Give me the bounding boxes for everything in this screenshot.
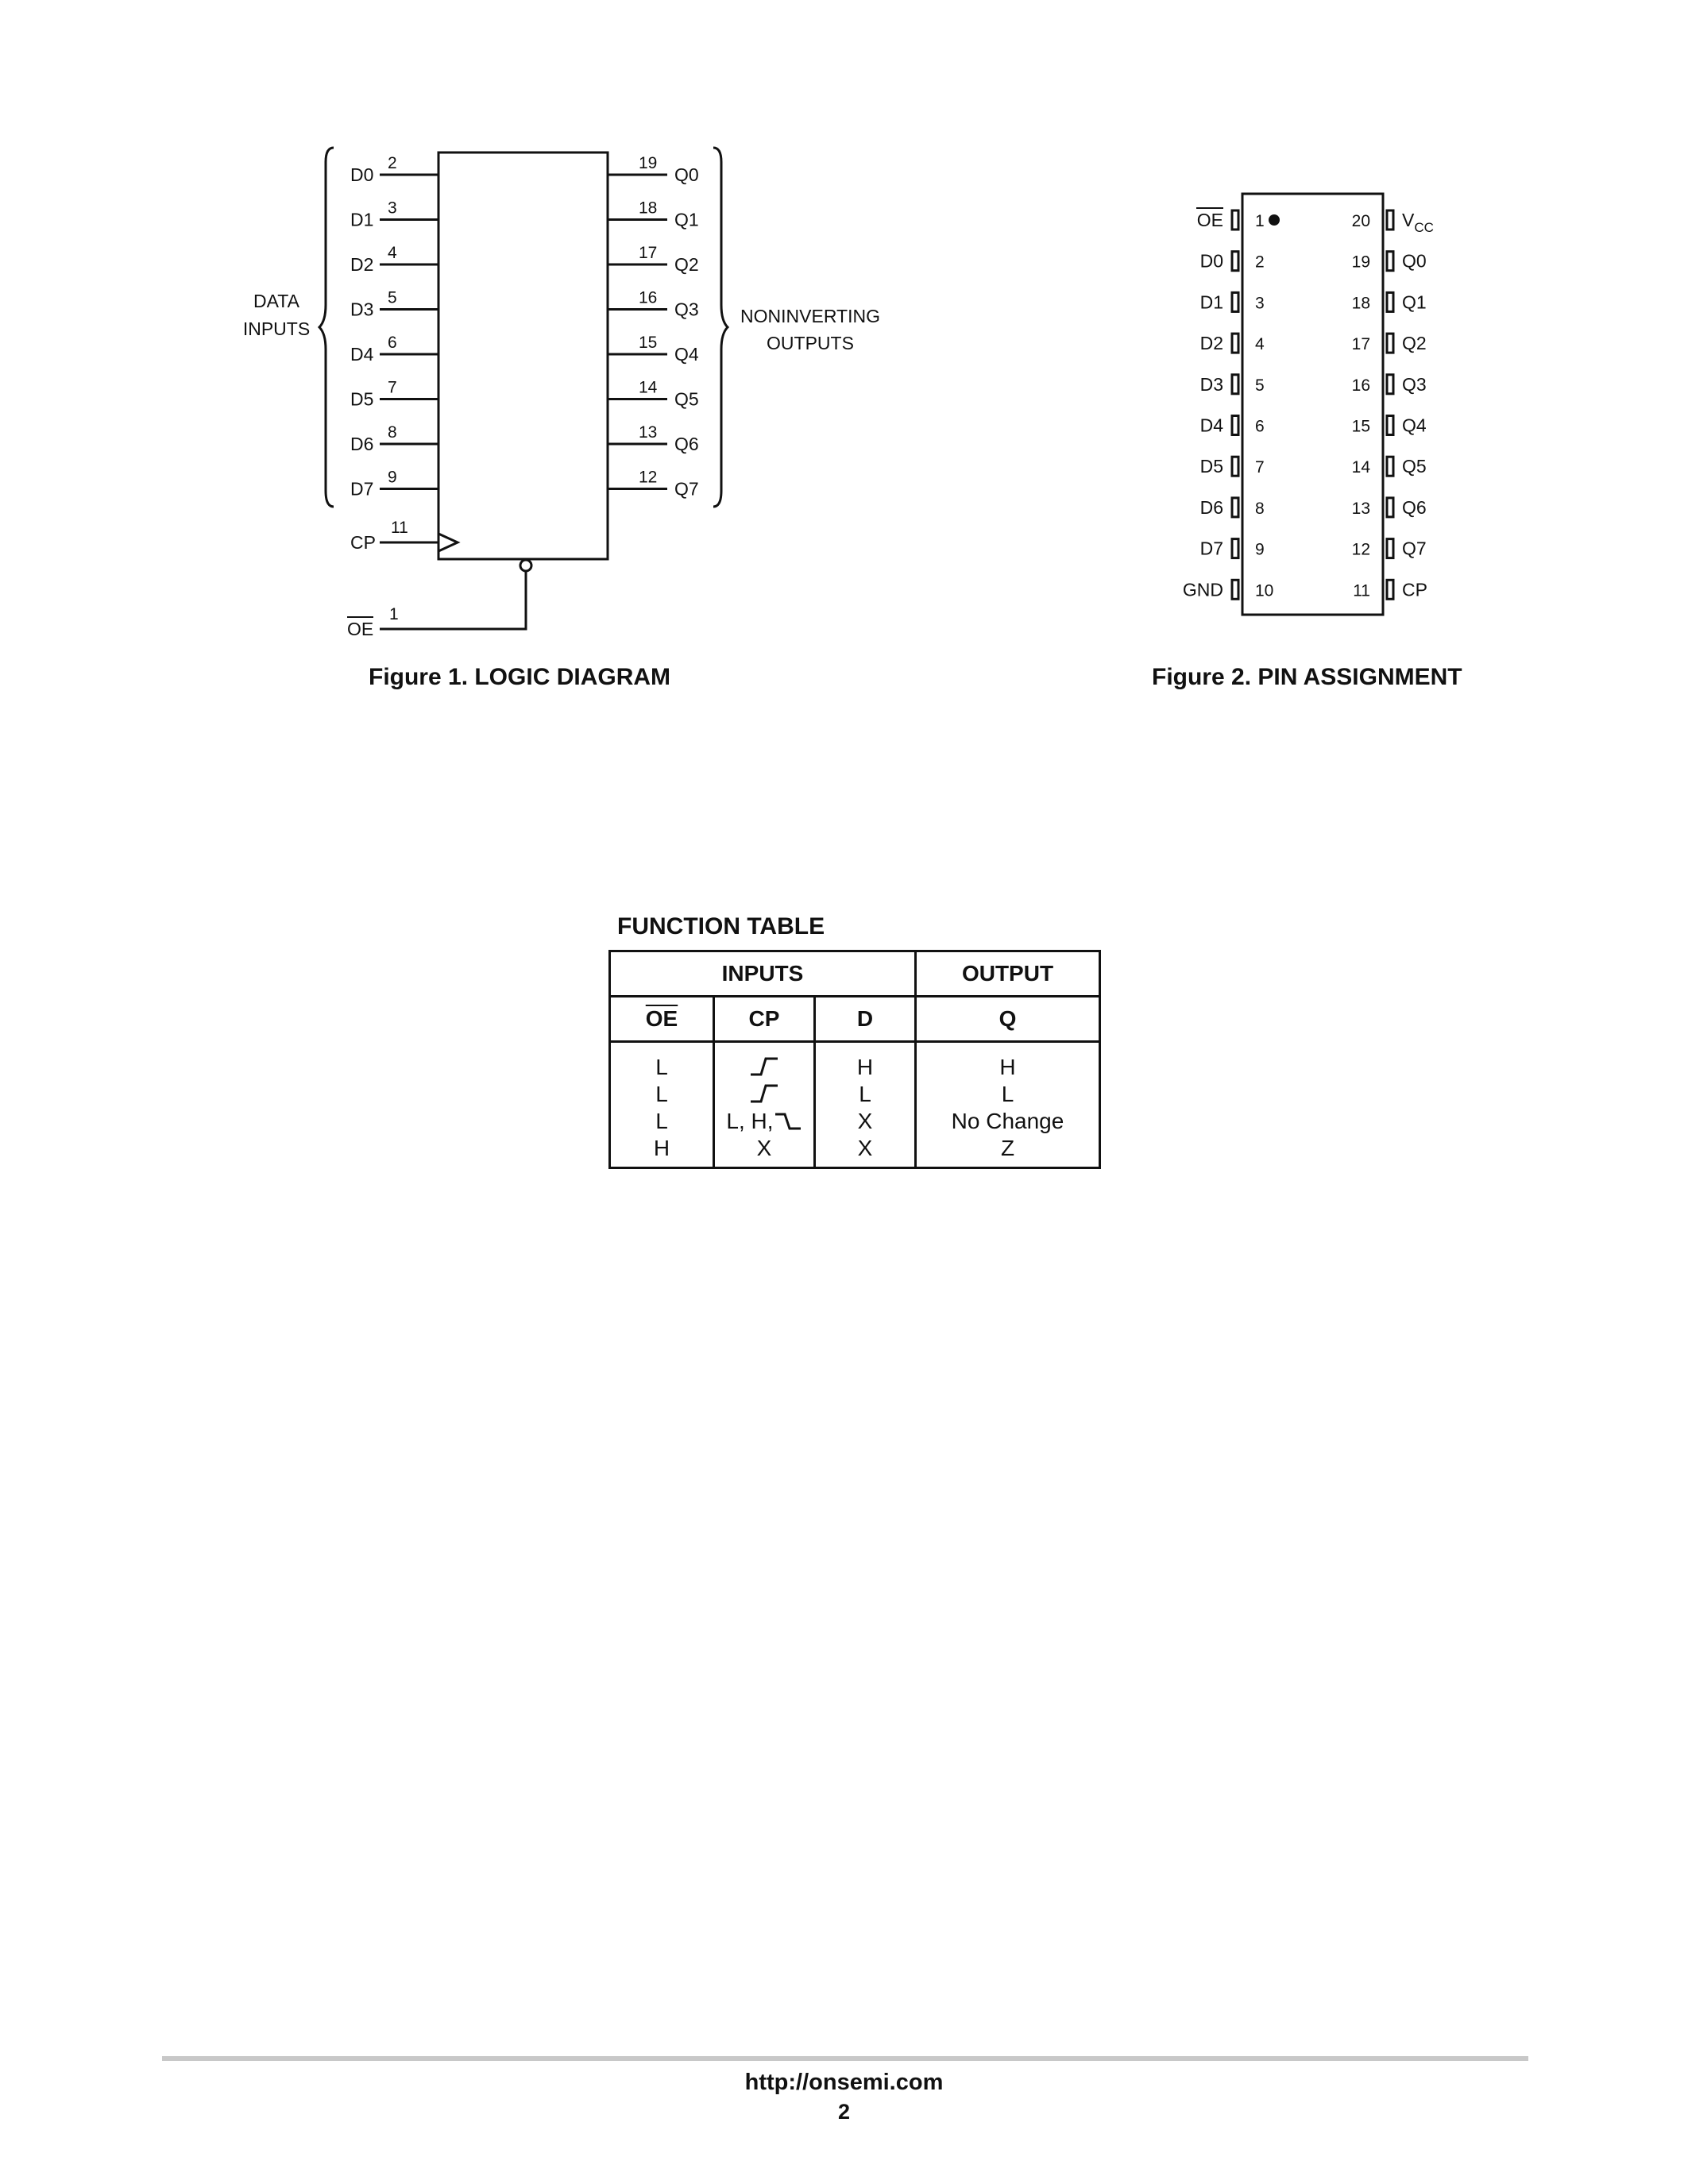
d-column: H L X X xyxy=(815,1042,916,1168)
cp-low-high-falling: L, H, xyxy=(715,1108,813,1135)
pin-number-left: 9 xyxy=(1255,540,1265,559)
oe-header: $\overline{OE}$ xyxy=(610,997,714,1042)
oe-column: L L L H xyxy=(610,1042,714,1168)
pin-label-left: D0 xyxy=(1199,250,1223,272)
input-label-d7: D7 xyxy=(350,478,374,500)
output-pin-q6: 13 xyxy=(639,423,658,442)
pin-number-right: 20 xyxy=(1351,212,1370,230)
output-label-q1: Q1 xyxy=(674,209,699,230)
footer-divider xyxy=(162,2056,1528,2061)
input-pin-d2: 4 xyxy=(388,244,397,262)
pin-label-right: Q6 xyxy=(1402,496,1427,518)
input-pin-d3: 5 xyxy=(388,288,397,307)
input-pin-d5: 7 xyxy=(388,378,397,397)
data-inputs-label: INPUTS xyxy=(242,318,311,339)
pin-label-right: Q4 xyxy=(1402,415,1427,436)
figure1-caption: Figure 1. LOGIC DIAGRAM xyxy=(369,664,671,690)
input-label-d2: D2 xyxy=(350,254,374,275)
pin-label-left: GND xyxy=(1182,579,1223,600)
input-label-d6: D6 xyxy=(350,434,374,454)
falling-edge-icon xyxy=(774,1109,802,1133)
output-pin-q5: 14 xyxy=(639,378,658,397)
pin-label-right: Q1 xyxy=(1402,291,1427,313)
input-pin-d1: 3 xyxy=(388,199,397,218)
oe-label: OE xyxy=(347,619,374,639)
input-pin-d7: 9 xyxy=(388,468,397,487)
output-label-q3: Q3 xyxy=(674,299,699,320)
pin-number-left: 7 xyxy=(1255,458,1265,477)
rising-edge-icon xyxy=(715,1081,813,1108)
pin-number-left: 2 xyxy=(1255,253,1265,272)
data-inputs-label: DATA xyxy=(253,291,299,311)
output-pin-q0: 19 xyxy=(639,154,658,172)
cp-header: CP xyxy=(714,997,815,1042)
pin-number-right: 11 xyxy=(1353,581,1370,600)
pin-label-right: Q7 xyxy=(1402,538,1427,559)
rising-edge-icon xyxy=(715,1054,813,1081)
input-pin-d0: 2 xyxy=(388,154,397,172)
output-label-q5: Q5 xyxy=(674,388,699,410)
pin-label-left: D6 xyxy=(1199,496,1223,518)
clock-label: CP xyxy=(350,532,376,553)
pin-number-right: 14 xyxy=(1351,458,1370,477)
input-label-d5: D5 xyxy=(350,388,374,410)
pin-number-left: 8 xyxy=(1255,499,1265,518)
input-pin-d6: 8 xyxy=(388,423,397,442)
d-header: D xyxy=(815,997,916,1042)
q-header: Q xyxy=(916,997,1100,1042)
pin-number-right: 16 xyxy=(1351,376,1370,395)
output-label-q2: Q2 xyxy=(674,254,699,275)
pin-number-left: 1 xyxy=(1255,212,1265,230)
output-group-header: OUTPUT xyxy=(916,951,1100,997)
input-label-d4: D4 xyxy=(350,344,374,365)
pin-label-left: D1 xyxy=(1199,291,1223,313)
pin-number-right: 15 xyxy=(1351,417,1370,436)
pin-number-left: 4 xyxy=(1255,335,1265,354)
input-pin-d4: 6 xyxy=(388,334,397,352)
page-number: 2 xyxy=(837,2100,851,2124)
output-pin-q3: 16 xyxy=(639,288,658,307)
oe-line xyxy=(380,571,526,629)
pin-label-left: D5 xyxy=(1199,456,1223,477)
input-label-d1: D1 xyxy=(350,209,374,230)
outputs-label: NONINVERTING xyxy=(740,306,880,326)
footer-url[interactable]: http://onsemi.com xyxy=(744,2070,944,2095)
function-table-title: FUNCTION TABLE xyxy=(617,913,825,940)
output-pin-q2: 17 xyxy=(639,244,658,262)
pin-label-left: D7 xyxy=(1199,538,1223,559)
pin-label-left: D3 xyxy=(1199,373,1223,395)
pin-number-left: 5 xyxy=(1255,376,1265,395)
register-block xyxy=(438,152,608,559)
output-brace xyxy=(713,148,728,507)
inputs-group-header: INPUTS xyxy=(610,951,916,997)
pin-label-right: Q3 xyxy=(1402,373,1427,395)
pin-number-right: 13 xyxy=(1351,499,1370,518)
output-pin-q7: 12 xyxy=(639,468,658,487)
pin-number-right: 12 xyxy=(1351,540,1370,559)
output-label-q6: Q6 xyxy=(674,434,699,454)
pin-label-right: Q0 xyxy=(1402,250,1427,272)
pin-number-left: 3 xyxy=(1255,294,1265,313)
pin-number-left: 10 xyxy=(1255,581,1274,600)
output-pin-q4: 15 xyxy=(639,334,658,352)
pin-label-right: Q2 xyxy=(1402,333,1427,354)
q-column: H L No Change Z xyxy=(916,1042,1100,1168)
input-label-d0: D0 xyxy=(350,164,374,185)
inversion-bubble-icon xyxy=(520,560,531,571)
pin-number-left: 6 xyxy=(1255,417,1265,436)
output-label-q0: Q0 xyxy=(674,164,699,185)
pin-label-right: $V_{CC}$ xyxy=(1402,210,1434,235)
output-pin-q1: 18 xyxy=(639,199,658,218)
output-label-q4: Q4 xyxy=(674,344,699,365)
output-label-q7: Q7 xyxy=(674,478,699,500)
pin-label-right: CP xyxy=(1402,579,1427,600)
pin-number-right: 18 xyxy=(1351,294,1370,313)
pin-label-left: D2 xyxy=(1199,333,1223,354)
pin-label-right: Q5 xyxy=(1402,456,1427,477)
pin-label-left: OE xyxy=(1196,210,1223,230)
pin-number-right: 19 xyxy=(1351,253,1370,272)
input-brace xyxy=(319,148,334,507)
pin-label-left: D4 xyxy=(1199,415,1223,436)
function-table xyxy=(608,950,1101,1169)
oe-pin: 1 xyxy=(389,605,399,623)
logic-diagram xyxy=(0,0,1688,715)
clock-pin: 11 xyxy=(391,519,408,537)
input-label-d3: D3 xyxy=(350,299,374,320)
figure2-caption: Figure 2. PIN ASSIGNMENT xyxy=(1152,664,1462,690)
pin-number-right: 17 xyxy=(1351,335,1370,354)
clock-triangle-icon xyxy=(438,534,458,551)
cp-column: L, H, X xyxy=(714,1042,815,1168)
outputs-label: OUTPUTS xyxy=(767,333,854,353)
